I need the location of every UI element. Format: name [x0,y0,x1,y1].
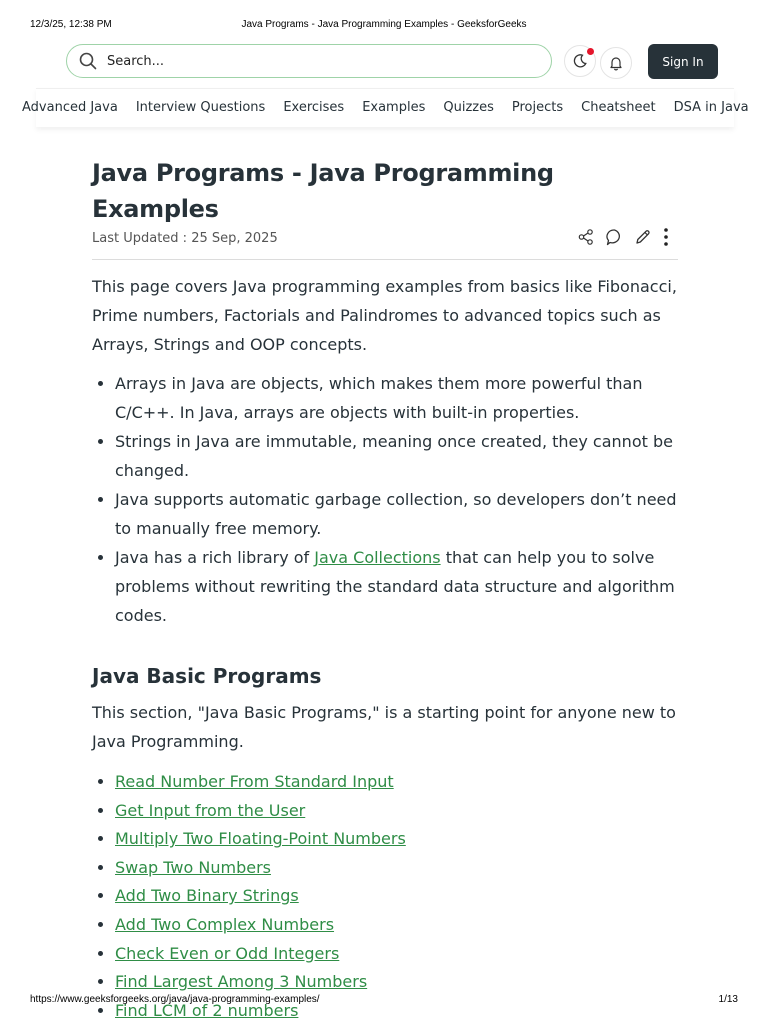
list-item [115,882,678,911]
program-link[interactable]: Get Input from the User [115,800,306,820]
bell-icon [608,55,624,71]
article [92,155,678,1025]
nav-item[interactable]: Cheatsheet [581,100,656,115]
article-intro: This page covers Java programming examples from basics like Fibonacci, Prime numbers, Factorials and Palindromes to advanced topics such as Arrays, Strings and OOP concepts. [92,277,677,354]
list-item [115,940,678,969]
list-item-text: Java has a rich library of [115,548,315,567]
java-collections-link[interactable]: Java Collections [314,548,441,567]
section-intro: This section, "Java Basic Programs," is a starting point for anyone new to Java Programming. [92,703,676,751]
program-link-list [92,768,678,1025]
program-link[interactable]: Add Two Binary Strings [115,886,299,906]
moon-icon [572,53,588,69]
list-item-text: that can help you to solve problems without rewriting the standard data structure and algorithm codes. [115,548,675,625]
list-item: • Arrays in Java are objects, which makes them more powerful than C/C++. In Java, arrays are objects with built-in properties. [115,369,678,427]
print-datetime: 12/3/25, 12:38 PM [30,19,112,30]
theme-toggle-button[interactable] [564,45,596,77]
print-page-title: Java Programs - Java Programming Examples - GeeksforGeeks [241,19,527,30]
nav-item[interactable]: Exercises [283,100,345,115]
search-input[interactable] [105,53,509,70]
print-page-number: 1/13 [718,994,738,1005]
program-link[interactable]: Swap Two Numbers [115,857,271,877]
comment-icon[interactable] [605,228,624,247]
list-item [115,797,678,826]
topic-nav [22,88,749,127]
program-link[interactable]: Multiply Two Floating-Point Numbers [115,829,406,849]
article-meta [92,231,678,260]
print-url: https://www.geeksforgeeks.org/java/java-programming-examples/ [30,994,320,1005]
list-item [115,825,678,854]
nav-item[interactable]: Advanced Java [22,100,118,115]
edit-icon[interactable] [634,228,652,246]
list-item: • Java supports automatic garbage collection, so developers don’t need to manually free memory. [115,485,678,543]
program-link[interactable]: Find LCM of 2 numbers [115,1000,299,1020]
nav-item[interactable]: Examples [362,100,426,115]
nav-item[interactable]: DSA in Java [673,100,749,115]
list-item [115,968,678,997]
list-item [115,854,678,883]
notification-dot [587,48,594,55]
nav-item[interactable]: Projects [511,100,564,115]
list-item [115,911,678,940]
search-bar[interactable] [66,44,552,78]
nav-item[interactable]: Quizzes [443,100,494,115]
nav-item[interactable]: Interview Questions [135,100,266,115]
sign-in-button[interactable]: Sign In [648,44,718,79]
more-vertical-icon[interactable] [662,227,670,247]
list-item: • Strings in Java are immutable, meaning once created, they cannot be changed. [115,427,678,485]
list-item [115,768,678,797]
list-item [115,543,678,630]
feature-list [92,369,678,630]
section-heading: Java Basic Programs [92,664,322,688]
program-link[interactable]: Find Largest Among 3 Numbers [115,972,368,992]
search-icon [79,52,97,70]
notifications-button[interactable] [600,47,632,79]
program-link[interactable]: Check Even or Odd Integers [115,943,340,963]
page-title: Java Programs - Java Programming Examples [92,159,554,223]
last-updated: Last Updated : 25 Sep, 2025 [92,231,278,246]
share-icon[interactable] [577,228,595,246]
program-link[interactable]: Read Number From Standard Input [115,772,394,791]
program-link[interactable]: Add Two Complex Numbers [115,914,335,934]
